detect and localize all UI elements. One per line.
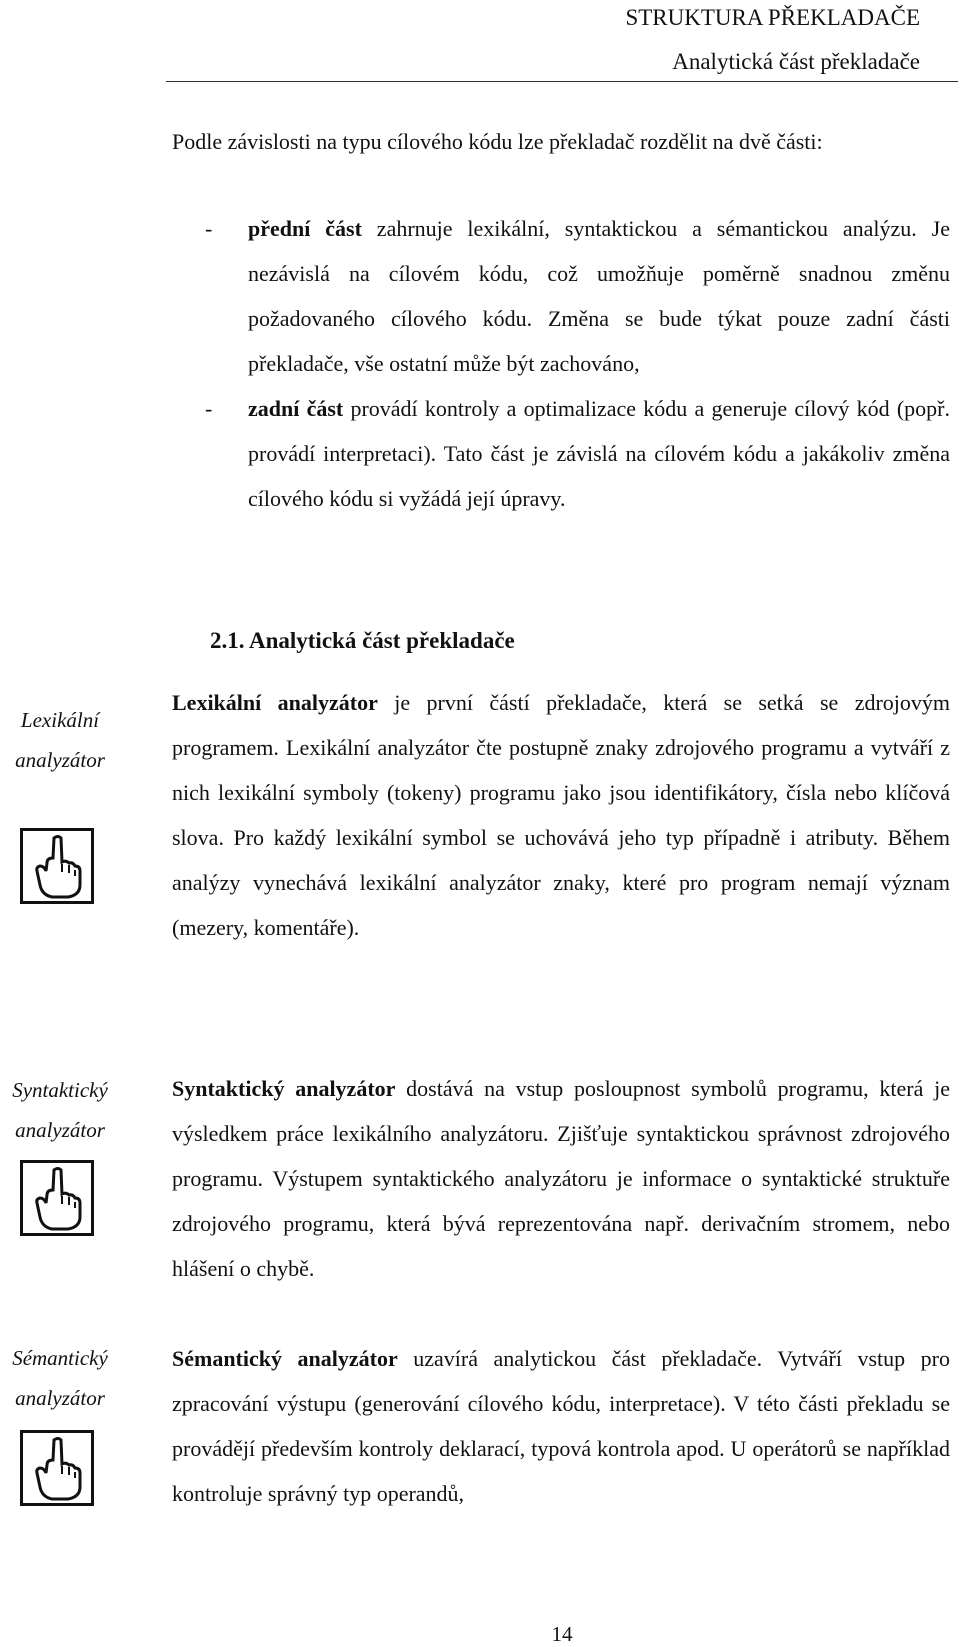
list-item: [205, 386, 950, 521]
pointing-hand-icon: [20, 1430, 94, 1506]
page-number: 14: [551, 1622, 573, 1646]
term: Lexikální analyzátor: [172, 690, 378, 715]
term: Syntaktický analyzátor: [172, 1076, 396, 1101]
list-dash: -: [205, 216, 213, 241]
paragraph-text: dostává na vstup posloupnost symbolů programu, která je výsledkem práce lexikálního analyzátoru. Zjišťuje syntaktickou správnost zdrojového programu. Výstupem syntaktického analyzátoru je informace o syntaktické struktuře zdrojového programu, která bývá reprezentována např. derivačním stromem, nebo hlášení o chybě.: [172, 1076, 950, 1281]
margin-note: Lexikální analyzátor: [15, 708, 105, 772]
pointing-hand-icon: [20, 1160, 94, 1236]
syntactic-paragraph: [172, 1066, 950, 1291]
list-item: [205, 206, 950, 386]
pointing-hand-icon: [20, 828, 94, 904]
paragraph-text: je první částí překladače, která se setká se zdrojovým programem. Lexikální analyzátor čte postupně znaky zdrojového programu a vytváří z nich lexikální symboly (tokeny) programu jako jsou identifikátory, čísla nebo klíčová slova. Pro každý lexikální symbol se uchovává jeho typ případně i atributy. Během analýzy vynechává lexikální analyzátor znaky, které pro program nemají význam (mezery, komentáře).: [172, 690, 951, 940]
list-dash: -: [205, 396, 213, 421]
list-text: zahrnuje lexikální, syntaktickou a sémantickou analýzu. Je nezávislá na cílovém kódu, což umožňuje poměrně snadnou změnu požadovaného cílového kódu. Změna se bude týkat pouze zadní části překladače, vše ostatní může být zachováno,: [248, 216, 951, 376]
list-term: zadní část: [248, 396, 344, 421]
term: Sémantický analyzátor: [172, 1346, 398, 1371]
running-header-chapter: STRUKTURA PŘEKLADAČE: [625, 5, 920, 30]
paragraph-text: uzavírá analytickou část překladače. Vytváří vstup pro zpracování výstupu (generování cílového kódu, interpretace). V této části překladu se provádějí především kontroly deklarací, typová kontrola apod. U operátorů se například kontroluje správný typ operandů,: [172, 1346, 950, 1506]
margin-note: Sémantický analyzátor: [12, 1346, 108, 1410]
header-rule: [166, 81, 958, 82]
list-text: provádí kontroly a optimalizace kódu a generuje cílový kód (popř. provádí interpretaci). Tato část je závislá na cílovém kódu a jakákoliv změna cílového kódu si vyžádá její úpravy.: [248, 396, 951, 511]
margin-note: Syntaktický analyzátor: [12, 1078, 108, 1142]
list-term: přední část: [248, 216, 362, 241]
running-header-section: Analytická část překladače: [672, 49, 920, 74]
semantic-paragraph: [172, 1336, 950, 1516]
lexical-paragraph: [172, 680, 950, 950]
section-heading: 2.1. Analytická část překladače: [210, 628, 515, 653]
parts-list: [205, 206, 950, 521]
intro-paragraph: Podle závislosti na typu cílového kódu lze překladač rozdělit na dvě části:: [172, 129, 823, 154]
